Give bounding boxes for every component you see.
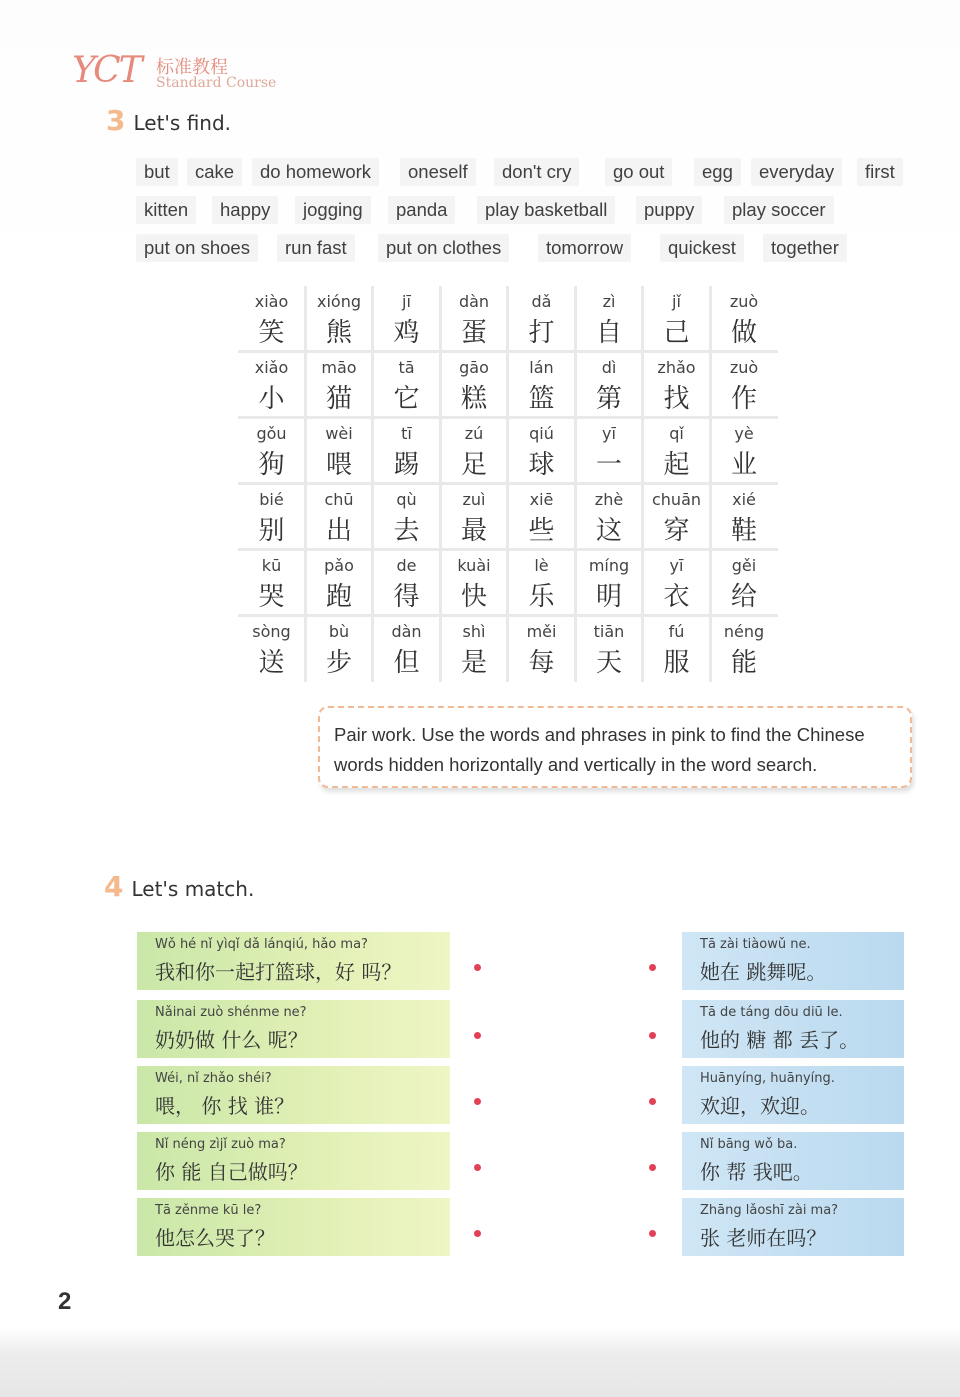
grid-cell — [238, 616, 305, 682]
grid-cell — [306, 418, 373, 484]
grid-line — [574, 286, 577, 682]
grid-cell — [238, 352, 305, 418]
grid-character: 狗 — [258, 450, 285, 480]
match-pinyin: Wéi, nǐ zhǎo shéi? — [155, 1071, 272, 1086]
grid-cell — [238, 418, 305, 484]
grid-pinyin: dàn — [458, 292, 490, 311]
word-chip: cake — [187, 158, 242, 186]
word-chip: first — [857, 158, 903, 186]
grid-line — [439, 286, 442, 682]
grid-cell — [238, 484, 305, 550]
grid-character: 蛋 — [460, 318, 487, 348]
logo-chinese-title: 标准教程 — [156, 57, 228, 78]
grid-character: 打 — [528, 318, 555, 348]
match-dot-left[interactable] — [474, 1032, 481, 1039]
match-pinyin: Nǐ bāng wǒ ba. — [700, 1137, 798, 1152]
grid-pinyin: xiào — [254, 292, 289, 311]
grid-character: 业 — [730, 450, 757, 480]
match-dot-right[interactable] — [649, 1230, 656, 1237]
match-sentence: 你 能 自己做吗？ — [155, 1160, 308, 1184]
grid-cell — [238, 286, 305, 352]
grid-cell — [576, 418, 643, 484]
match-sentence: 欢迎，欢迎。 — [700, 1094, 820, 1118]
grid-pinyin: gěi — [731, 556, 757, 575]
grid-pinyin: bié — [259, 490, 284, 509]
grid-pinyin: xióng — [317, 292, 361, 311]
grid-character: 小 — [258, 384, 285, 414]
grid-character: 是 — [460, 648, 487, 678]
grid-cell — [373, 286, 440, 352]
word-chip: play soccer — [724, 196, 834, 224]
grid-pinyin: yī — [602, 424, 616, 443]
grid-pinyin: qù — [396, 490, 417, 509]
grid-pinyin: jǐ — [672, 292, 681, 311]
grid-character: 些 — [528, 516, 555, 546]
word-chip: do homework — [252, 158, 379, 186]
grid-cell — [373, 484, 440, 550]
grid-pinyin: zhè — [594, 490, 624, 509]
word-chip: egg — [694, 158, 741, 186]
grid-cell — [306, 550, 373, 616]
match-pinyin: Zhāng lǎoshī zài ma? — [700, 1203, 839, 1218]
grid-pinyin: jī — [402, 292, 411, 311]
grid-cell — [238, 550, 305, 616]
grid-character: 足 — [460, 450, 487, 480]
match-left-item — [137, 1000, 450, 1058]
grid-cell — [643, 352, 710, 418]
grid-cell — [643, 484, 710, 550]
grid-pinyin: néng — [723, 622, 765, 641]
grid-character: 每 — [528, 648, 555, 678]
grid-pinyin: pǎo — [324, 556, 354, 575]
match-dot-left[interactable] — [474, 1098, 481, 1105]
grid-pinyin: dì — [601, 358, 617, 377]
grid-pinyin: chū — [324, 490, 354, 509]
grid-cell — [576, 550, 643, 616]
match-pinyin: Tā zài tiàowǔ ne. — [700, 937, 811, 952]
grid-cell — [306, 352, 373, 418]
grid-character: 服 — [663, 648, 690, 678]
grid-pinyin: xié — [732, 490, 756, 509]
grid-character: 做 — [730, 318, 757, 348]
grid-pinyin: chuān — [651, 490, 702, 509]
grid-character: 一 — [595, 450, 622, 480]
match-dot-right[interactable] — [649, 1098, 656, 1105]
grid-pinyin: zuò — [729, 358, 759, 377]
grid-cell — [373, 550, 440, 616]
match-dot-right[interactable] — [649, 1032, 656, 1039]
grid-cell — [441, 550, 508, 616]
grid-cell — [508, 484, 575, 550]
grid-character: 得 — [393, 582, 420, 612]
section-number: 4 — [104, 870, 124, 903]
grid-pinyin: xiē — [529, 490, 554, 509]
grid-character: 这 — [595, 516, 622, 546]
word-chip: jogging — [295, 196, 371, 224]
grid-character: 篮 — [528, 384, 555, 414]
page-number: 2 — [58, 1288, 72, 1315]
word-search-grid — [238, 286, 778, 682]
grid-pinyin: qǐ — [669, 424, 684, 443]
grid-character: 跑 — [325, 582, 352, 612]
word-chip: go out — [605, 158, 672, 186]
match-pinyin: Huānyíng, huānyíng. — [700, 1071, 835, 1086]
match-sentence: 她在 跳舞呢。 — [700, 960, 827, 984]
grid-cell — [373, 418, 440, 484]
match-pinyin: Nǎinai zuò shénme ne? — [155, 1005, 307, 1020]
grid-cell — [441, 616, 508, 682]
match-left-item — [137, 1198, 450, 1256]
grid-character: 衣 — [663, 582, 690, 612]
grid-line — [506, 286, 509, 682]
match-sentence: 你 帮 我吧。 — [700, 1160, 813, 1184]
match-left-item — [137, 1132, 450, 1190]
grid-pinyin: fú — [668, 622, 685, 641]
logo-english-title: Standard Course — [156, 75, 277, 91]
word-chip: panda — [388, 196, 455, 224]
match-pinyin: Nǐ néng zìjǐ zuò ma? — [155, 1137, 286, 1152]
grid-cell — [643, 550, 710, 616]
grid-cell — [306, 616, 373, 682]
grid-pinyin: zú — [464, 424, 484, 443]
match-pinyin: Tā zěnme kū le? — [155, 1203, 262, 1218]
grid-pinyin: shì — [462, 622, 486, 641]
match-dot-right[interactable] — [649, 964, 656, 971]
grid-cell — [306, 484, 373, 550]
grid-character: 喂 — [325, 450, 352, 480]
grid-line — [709, 286, 712, 682]
grid-cell — [576, 616, 643, 682]
grid-character: 己 — [663, 318, 690, 348]
grid-pinyin: tā — [398, 358, 415, 377]
match-sentence: 张 老师在吗？ — [700, 1226, 827, 1250]
word-chip: tomorrow — [538, 234, 631, 262]
grid-cell — [643, 286, 710, 352]
grid-character: 自 — [595, 318, 622, 348]
instruction-box — [318, 706, 912, 788]
grid-character: 找 — [663, 384, 690, 414]
section-title: Let's find. — [133, 111, 232, 135]
logo-mark: YCT — [72, 50, 141, 91]
grid-cell — [508, 418, 575, 484]
match-sentence: 奶奶做 什么 呢？ — [155, 1028, 308, 1052]
grid-cell — [508, 286, 575, 352]
grid-pinyin: māo — [321, 358, 357, 377]
grid-character: 踢 — [393, 450, 420, 480]
grid-character: 猫 — [325, 384, 352, 414]
grid-character: 明 — [595, 582, 622, 612]
match-left-item — [137, 1066, 450, 1124]
grid-cell — [441, 418, 508, 484]
grid-cell — [711, 418, 778, 484]
grid-pinyin: xiǎo — [254, 358, 289, 377]
section-4-heading — [104, 870, 254, 903]
grid-character: 作 — [730, 384, 757, 414]
grid-cell — [373, 616, 440, 682]
match-right-item — [682, 1198, 904, 1256]
match-dot-left[interactable] — [474, 964, 481, 971]
grid-character: 送 — [258, 648, 285, 678]
word-chip: quickest — [660, 234, 744, 262]
word-chip: don't cry — [494, 158, 579, 186]
section-number: 3 — [106, 104, 126, 137]
grid-character: 鞋 — [730, 516, 757, 546]
grid-pinyin: yè — [734, 424, 754, 443]
grid-cell — [711, 550, 778, 616]
grid-character: 但 — [393, 648, 420, 678]
match-right-item — [682, 932, 904, 990]
grid-character: 别 — [258, 516, 285, 546]
grid-cell — [441, 484, 508, 550]
grid-cell — [711, 484, 778, 550]
grid-pinyin: kuài — [457, 556, 491, 575]
match-right-item — [682, 1066, 904, 1124]
match-sentence: 他的 糖 都 丢了。 — [700, 1028, 860, 1052]
grid-cell — [643, 418, 710, 484]
grid-pinyin: zì — [602, 292, 616, 311]
grid-character: 起 — [663, 450, 690, 480]
grid-pinyin: dǎ — [531, 292, 552, 311]
grid-pinyin: de — [396, 556, 417, 575]
word-chip: happy — [212, 196, 278, 224]
grid-pinyin: qiú — [529, 424, 554, 443]
match-dot-left[interactable] — [474, 1230, 481, 1237]
grid-character: 快 — [460, 582, 487, 612]
grid-character: 给 — [730, 582, 757, 612]
match-right-item — [682, 1132, 904, 1190]
word-chip: run fast — [277, 234, 355, 262]
section-title: Let's match. — [131, 877, 255, 901]
grid-character: 乐 — [528, 582, 555, 612]
grid-character: 哭 — [258, 582, 285, 612]
grid-cell — [508, 352, 575, 418]
grid-pinyin: tī — [401, 424, 412, 443]
word-chip: together — [763, 234, 847, 262]
grid-character: 第 — [595, 384, 622, 414]
word-chip: kitten — [136, 196, 196, 224]
grid-character: 熊 — [325, 318, 352, 348]
grid-pinyin: zuì — [462, 490, 486, 509]
grid-cell — [576, 286, 643, 352]
match-dot-left[interactable] — [474, 1164, 481, 1171]
grid-character: 最 — [460, 516, 487, 546]
match-left-item — [137, 932, 450, 990]
grid-character: 它 — [393, 384, 420, 414]
grid-pinyin: tiān — [593, 622, 625, 641]
match-right-item — [682, 1000, 904, 1058]
grid-character: 出 — [325, 516, 352, 546]
match-sentence: 喂， 你 找 谁？ — [155, 1094, 295, 1118]
grid-line — [304, 286, 307, 682]
grid-cell — [373, 352, 440, 418]
grid-pinyin: lè — [534, 556, 549, 575]
match-sentence: 我和你一起打篮球，好 吗？ — [155, 960, 402, 984]
grid-character: 球 — [528, 450, 555, 480]
match-dot-right[interactable] — [649, 1164, 656, 1171]
grid-character: 步 — [325, 648, 352, 678]
word-chip: oneself — [400, 158, 476, 186]
grid-pinyin: míng — [588, 556, 630, 575]
grid-cell — [441, 286, 508, 352]
grid-cell — [711, 352, 778, 418]
grid-line — [641, 286, 644, 682]
grid-character: 能 — [730, 648, 757, 678]
grid-pinyin: dàn — [391, 622, 422, 641]
grid-pinyin: sòng — [252, 622, 291, 641]
grid-character: 穿 — [663, 516, 690, 546]
grid-pinyin: bù — [328, 622, 350, 641]
grid-character: 笑 — [258, 318, 285, 348]
grid-character: 鸡 — [393, 318, 420, 348]
grid-cell — [508, 550, 575, 616]
grid-cell — [711, 616, 778, 682]
instruction-text: Pair work. Use the words and phrases in pink to find the Chinese words hidden horizontally and vertically in the word search. — [334, 724, 865, 775]
grid-pinyin: gāo — [459, 358, 489, 377]
grid-pinyin: wèi — [325, 424, 353, 443]
word-chip: put on shoes — [136, 234, 258, 262]
grid-line — [371, 286, 374, 682]
word-chip: everyday — [751, 158, 842, 186]
match-pinyin: Tā de táng dōu diū le. — [700, 1005, 843, 1020]
grid-cell — [306, 286, 373, 352]
grid-character: 去 — [393, 516, 420, 546]
grid-cell — [576, 352, 643, 418]
grid-character: 天 — [595, 648, 622, 678]
grid-cell — [576, 484, 643, 550]
grid-cell — [711, 286, 778, 352]
grid-pinyin: gǒu — [256, 424, 287, 443]
grid-pinyin: zuò — [729, 292, 759, 311]
grid-pinyin: zhǎo — [657, 358, 696, 377]
grid-cell — [508, 616, 575, 682]
grid-cell — [441, 352, 508, 418]
word-chip: but — [136, 158, 178, 186]
grid-pinyin: měi — [526, 622, 557, 641]
grid-pinyin: lán — [529, 358, 554, 377]
word-chip: put on clothes — [378, 234, 509, 262]
grid-character: 糕 — [460, 384, 487, 414]
section-3-heading — [106, 104, 231, 137]
grid-cell — [643, 616, 710, 682]
word-chip: puppy — [636, 196, 702, 224]
word-chip: play basketball — [477, 196, 615, 224]
match-pinyin: Wǒ hé nǐ yìqǐ dǎ lánqiú, hǎo ma? — [155, 937, 368, 952]
grid-pinyin: kū — [261, 556, 282, 575]
grid-pinyin: yī — [669, 556, 684, 575]
match-sentence: 他怎么哭了？ — [155, 1226, 275, 1250]
